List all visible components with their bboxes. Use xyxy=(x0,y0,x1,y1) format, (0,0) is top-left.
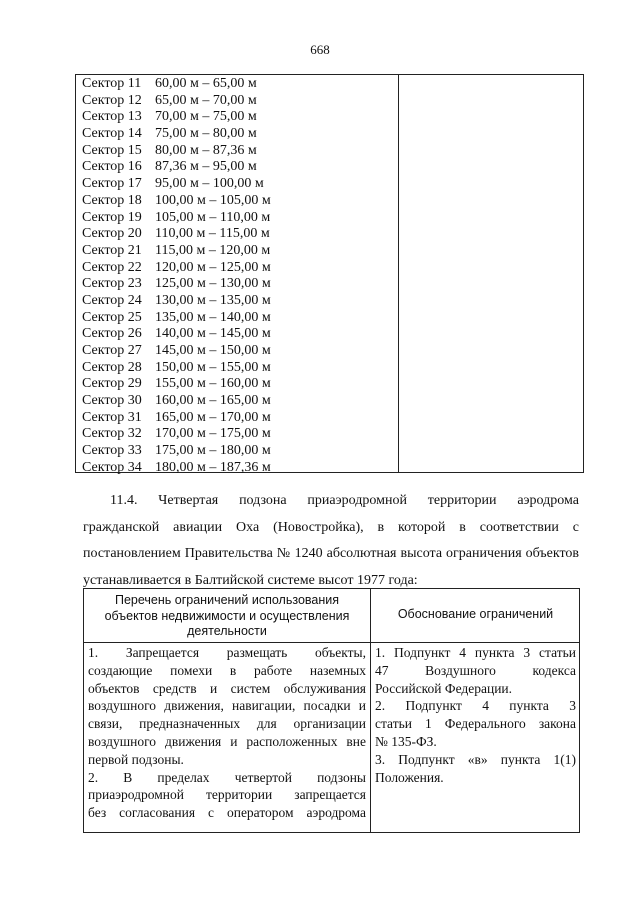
justification-line: № 135-ФЗ. xyxy=(375,733,437,749)
sector-range: 120,00 м – 125,00 м xyxy=(155,259,271,275)
sector-name: Сектор 30 xyxy=(82,393,142,409)
sector-name: Сектор 19 xyxy=(82,209,142,225)
sector-name: Сектор 34 xyxy=(82,459,142,475)
sector-range: 140,00 м – 145,00 м xyxy=(155,326,271,342)
paragraph-line: гражданской авиации Оха (Новостройка), в которой в соответствии с xyxy=(83,519,579,535)
justification-line: 47 Воздушного кодекса xyxy=(375,662,576,678)
sector-name: Сектор 15 xyxy=(82,142,142,158)
table-row xyxy=(82,393,271,410)
table-row xyxy=(82,93,271,110)
table-row xyxy=(82,159,271,176)
sector-range: 110,00 м – 115,00 м xyxy=(155,226,270,242)
sector-name: Сектор 26 xyxy=(82,326,142,342)
table-row xyxy=(82,443,271,460)
sector-name: Сектор 32 xyxy=(82,426,142,442)
table-row xyxy=(82,76,271,93)
sector-range: 87,36 м – 95,00 м xyxy=(155,159,257,175)
sector-range: 100,00 м – 105,00 м xyxy=(155,192,271,208)
sector-name: Сектор 24 xyxy=(82,292,142,308)
sector-range: 125,00 м – 130,00 м xyxy=(155,276,271,292)
restriction-line: 1. Запрещается размещать объекты, xyxy=(88,645,366,660)
sector-table xyxy=(75,74,584,473)
restriction-line: воздушного движения и расположенных вне xyxy=(88,733,366,749)
sector-range: 105,00 м – 110,00 м xyxy=(155,209,271,225)
table-row xyxy=(82,176,271,193)
restriction-line: объектов средств и систем обслуживания xyxy=(88,680,366,696)
sector-range: 65,00 м – 70,00 м xyxy=(155,92,257,108)
table-row xyxy=(82,360,271,377)
sector-range: 180,00 м – 187,36 м xyxy=(155,459,271,475)
justification-line: 2. Подпункт 4 пункта 3 xyxy=(375,698,576,714)
table-row xyxy=(82,343,271,360)
sector-name: Сектор 17 xyxy=(82,176,142,192)
header-restrictions-list xyxy=(88,593,366,640)
table-column-divider xyxy=(398,75,399,472)
table-row xyxy=(82,293,271,310)
justification-line: 1. Подпункт 4 пункта 3 статьи xyxy=(375,645,576,660)
restriction-line: связи, предназначенных для организации xyxy=(88,716,366,732)
table-row xyxy=(82,126,271,143)
paragraph-11-4 xyxy=(83,488,579,594)
restriction-line: 2. В пределах четвертой подзоны xyxy=(88,769,366,785)
justification-line: Российской Федерации. xyxy=(375,680,513,696)
table-row xyxy=(82,410,271,427)
table-row xyxy=(82,226,271,243)
sector-name: Сектор 33 xyxy=(82,443,142,459)
restriction-line: приаэродромной территории запрещается xyxy=(88,787,366,803)
sector-range: 80,00 м – 87,36 м xyxy=(155,142,257,158)
header-line: Перечень ограничений использования xyxy=(114,593,340,607)
sector-name: Сектор 29 xyxy=(82,376,142,392)
table-row xyxy=(82,326,271,343)
header-line: деятельности xyxy=(187,624,267,638)
sector-name: Сектор 23 xyxy=(82,276,142,292)
sector-range: 155,00 м – 160,00 м xyxy=(155,376,271,392)
table-row xyxy=(82,109,271,126)
justification-line: 3. Подпункт «в» пункта 1(1) xyxy=(375,751,576,767)
table-row xyxy=(82,376,271,393)
paragraph-line: постановлением Правительства № 1240 абсолютная высота ограничения объектов xyxy=(83,546,579,561)
sector-range: 115,00 м – 120,00 м xyxy=(155,242,271,258)
sector-name: Сектор 16 xyxy=(82,159,142,175)
sector-name: Сектор 18 xyxy=(82,192,142,208)
sector-range: 170,00 м – 175,00 м xyxy=(155,426,271,442)
table-header-divider xyxy=(84,642,579,643)
restriction-line: первой подзоны. xyxy=(88,751,184,767)
restrictions-table xyxy=(83,588,580,833)
sector-range: 130,00 м – 135,00 м xyxy=(155,292,271,308)
sector-name: Сектор 20 xyxy=(82,226,142,242)
justification-cell xyxy=(375,644,576,786)
sector-range: 70,00 м – 75,00 м xyxy=(155,109,257,125)
table-row xyxy=(82,210,271,227)
table-row xyxy=(82,243,271,260)
paragraph-line: 11.4. Четвертая подзона приаэродромной территории аэродрома xyxy=(110,493,579,508)
sector-name: Сектор 31 xyxy=(82,409,142,425)
paragraph-line: устанавливается в Балтийской системе высот 1977 года: xyxy=(83,572,418,588)
table-row xyxy=(82,460,271,477)
sector-range: 165,00 м – 170,00 м xyxy=(155,409,271,425)
sector-name: Сектор 27 xyxy=(82,343,142,358)
sector-range: 95,00 м – 100,00 м xyxy=(155,176,264,192)
table-row xyxy=(82,426,271,443)
header-line: объектов недвижимости и осуществления xyxy=(104,608,350,623)
table-row xyxy=(82,260,271,277)
sector-range: 145,00 м – 150,00 м xyxy=(155,343,271,358)
sector-name: Сектор 25 xyxy=(82,309,142,325)
sector-list xyxy=(82,76,271,477)
sector-name: Сектор 12 xyxy=(82,92,142,108)
sector-range: 60,00 м – 65,00 м xyxy=(155,76,257,91)
sector-name: Сектор 22 xyxy=(82,259,142,275)
table-row xyxy=(82,143,271,160)
restriction-line: без согласования с оператором аэродрома xyxy=(88,805,366,821)
restrictions-cell xyxy=(88,644,366,822)
table-row xyxy=(82,276,271,293)
table-row xyxy=(82,310,271,327)
table-column-divider xyxy=(370,589,371,832)
justification-line: статьи 1 Федерального закона xyxy=(375,716,576,732)
sector-name: Сектор 14 xyxy=(82,126,142,142)
sector-range: 75,00 м – 80,00 м xyxy=(155,126,257,142)
sector-range: 135,00 м – 140,00 м xyxy=(155,309,271,325)
sector-name: Сектор 13 xyxy=(82,109,142,125)
sector-name: Сектор 28 xyxy=(82,359,142,375)
justification-line: Положения. xyxy=(375,769,444,785)
sector-range: 175,00 м – 180,00 м xyxy=(155,443,271,459)
page-number: 668 xyxy=(310,42,330,57)
table-row xyxy=(82,193,271,210)
header-justification: Обоснование ограничений xyxy=(397,607,554,621)
sector-range: 150,00 м – 155,00 м xyxy=(155,359,271,375)
sector-range: 160,00 м – 165,00 м xyxy=(155,393,271,409)
restriction-line: воздушного движения, навигации, посадки и xyxy=(88,698,366,714)
restriction-line: создающие помехи в работе наземных xyxy=(88,662,366,678)
sector-name: Сектор 21 xyxy=(82,242,142,258)
sector-name: Сектор 11 xyxy=(82,76,142,91)
